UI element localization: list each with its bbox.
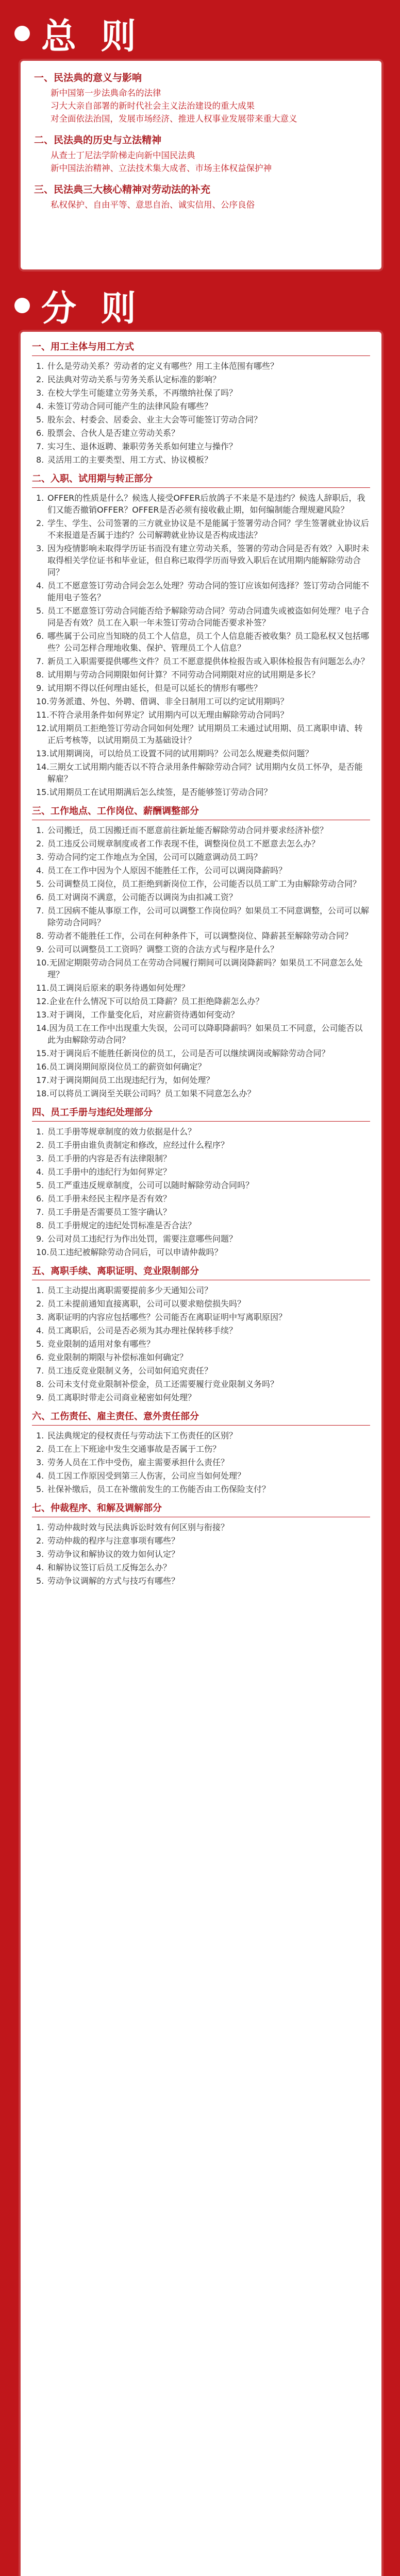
list-item: [32, 878, 370, 890]
list-item: [32, 360, 370, 372]
list-item-text: 新员工入职需要提供哪些文件？员工不愿意提供体检报告或入职体检报告有问题怎么办？: [47, 656, 370, 666]
list-item-text: 员工因病不能从事原工作，公司可以调整工作岗位吗？如果员工不同意调整，公司可以解除劳动合同吗？: [47, 906, 370, 927]
fenze-section: [32, 1265, 370, 1403]
list-item-number: 10.: [36, 1247, 49, 1257]
fenze-section: [32, 1411, 370, 1495]
zongze-line: 新中国第一步法典命名的法律: [51, 88, 161, 98]
list-item-text: 实习生、退休返聘、兼职劳务关系如何建立与操作？: [47, 442, 238, 451]
list-item-text: 劳务派遣、外包、外聘、借调、非全日制用工可以约定试用期吗？: [49, 697, 289, 706]
list-item-text: 员工手册未经民主程序是否有效？: [47, 1194, 172, 1204]
list-item-number: 1.: [36, 1127, 44, 1137]
list-item: [32, 1193, 370, 1205]
list-item-number: 6.: [36, 892, 44, 902]
list-item-number: 4.: [36, 1326, 44, 1335]
list-item: [32, 1246, 370, 1258]
list-item-text: 劳动者不能胜任工作，公司在何种条件下，可以调整岗位、降薪甚至解除劳动合同？: [47, 931, 353, 941]
list-item: [32, 824, 370, 836]
list-item-text: 学生、学生、公司签署的三方就业协议是不是能属于签署劳动合同？学生签署就业协议后不来报道是否属于违约？公司解聘就业协议是否构成违法？: [47, 518, 370, 540]
list-item: [32, 440, 370, 452]
list-item: [32, 930, 370, 942]
list-item-text: 劳务人员在工作中受伤，雇主需要承担什么责任？: [47, 1458, 229, 1467]
list-item-text: 对于调岗后不能胜任新岗位的员工，公司是否可以继续调岗或解除劳动合同？: [49, 1048, 330, 1058]
list-item: [32, 865, 370, 876]
list-item-text: 公司未支付竞业限制补偿金，员工还需要履行竞业限制义务吗？: [47, 1379, 279, 1389]
list-item: [32, 1166, 370, 1178]
list-item-number: 1.: [36, 1431, 44, 1440]
list-item-text: 试用期员工拒绝签订劳动合同如何处理？试用期员工未通过试用期、员工离职申请、转正后考核等，以试用期员工为基础设计？: [47, 723, 363, 745]
list-item: [32, 696, 370, 707]
list-item-number: 4.: [36, 401, 44, 411]
fenze-card: [21, 332, 381, 2576]
list-item-text: 员工手册由谁负责制定和修改，应经过什么程序？: [47, 1140, 229, 1150]
list-item-text: 员工在上下班途中发生交通事故是否属于工伤？: [47, 1444, 221, 1454]
list-item-text: 因为疫情影响未取得学历证书而没有建立劳动关系，签署的劳动合同是否有效？入职时未取得相关学位证书和毕业证，但自称已取得学历而导致入职后在试用期内能解除劳动合同？: [47, 544, 370, 577]
list-item-number: 3.: [36, 1458, 44, 1467]
list-item-number: 15.: [36, 1048, 49, 1058]
list-item-number: 17.: [36, 1075, 49, 1085]
list-item: [32, 669, 370, 681]
zongze-section-title: 三、民法典三大核心精神对劳动法的补充: [34, 184, 211, 195]
list-item: [32, 786, 370, 798]
list-item: [32, 1365, 370, 1377]
list-item: [32, 1074, 370, 1086]
list-item: [32, 580, 370, 603]
list-item-number: 4.: [36, 581, 44, 590]
list-item: [32, 655, 370, 667]
list-item-number: 18.: [36, 1089, 49, 1098]
list-item-number: 6.: [36, 1352, 44, 1362]
list-item: [32, 517, 370, 541]
fenze-section-title: 四、员工手册与违纪处理部分: [32, 1107, 370, 1122]
zongze-section-title: 二、民法典的历史与立法精神: [34, 134, 162, 146]
list-item-text: 劳动仲裁时效与民法典诉讼时效有何区别与衔接？: [47, 1522, 229, 1532]
list-item: [32, 543, 370, 578]
zongze-section: [34, 183, 368, 211]
list-item: [32, 1047, 370, 1059]
list-item-number: 8.: [36, 670, 44, 680]
fenze-section-title: 六、工伤责任、雇主责任、意外责任部分: [32, 1411, 370, 1426]
list-item: [32, 748, 370, 759]
list-item-text: 公司可以调整员工工资吗？调整工资的合法方式与程序是什么？: [47, 944, 279, 954]
list-item-number: 3.: [36, 1154, 44, 1163]
list-item: [32, 1153, 370, 1164]
list-item: [32, 1284, 370, 1296]
list-item-number: 10.: [36, 958, 49, 968]
zongze-section: [34, 133, 368, 175]
list-item: [32, 957, 370, 980]
list-item-text: 可以将员工调岗至关联公司吗？员工如果不同意怎么办？: [49, 1089, 256, 1098]
list-item-text: 员工离职后，公司是否必须为其办理社保转移手续？: [47, 1326, 238, 1335]
list-item-number: 2.: [36, 1536, 44, 1546]
list-item: [32, 454, 370, 466]
list-item-text: 劳动仲裁的程序与注意事项有哪些？: [47, 1536, 180, 1546]
list-item: [32, 1562, 370, 1573]
list-item: [32, 761, 370, 785]
list-item-text: 试用期员工在试用期满后怎么续签，是否能够签订劳动合同？: [49, 787, 272, 797]
list-item-text: 民法典规定的侵权责任与劳动法下工伤责任的区别？: [47, 1431, 238, 1440]
list-item-number: 3.: [36, 388, 44, 398]
heading-text: 总 则: [41, 16, 142, 57]
list-item: [32, 1456, 370, 1468]
list-item-text: 试用期与劳动合同期限如何计算？不同劳动合同期限对应的试用期是多长？: [47, 670, 320, 680]
list-item: [32, 995, 370, 1007]
list-item: [32, 1548, 370, 1560]
list-item: [32, 1378, 370, 1390]
list-item-text: 民法典对劳动关系与劳务关系认定标准的影响？: [47, 375, 221, 384]
list-item: [32, 1022, 370, 1046]
list-item-number: 5.: [36, 415, 44, 425]
list-item-number: 14.: [36, 1023, 49, 1033]
list-item-text: 竞业限制的适用对象有哪些？: [47, 1339, 155, 1349]
list-item-text: 员工调岗后原来的职务待遇如何处理？: [49, 983, 190, 993]
list-item-number: 5.: [36, 879, 44, 889]
fenze-section-title: 七、仲裁程序、和解及调解部分: [32, 1502, 370, 1517]
list-item: [32, 1483, 370, 1495]
list-item-text: 因为员工在工作中出现重大失误，公司可以降职降薪吗？如果员工不同意，公司能否以此为由解除劳动合同？: [47, 1023, 363, 1045]
list-item-text: 员工手册规定的违纪处罚标准是否合法？: [47, 1221, 196, 1230]
list-item: [32, 709, 370, 721]
list-item: [32, 1126, 370, 1138]
list-item: [32, 1311, 370, 1323]
list-item-number: 4.: [36, 1167, 44, 1177]
list-item: [32, 905, 370, 928]
list-item-number: 10.: [36, 697, 49, 706]
list-item-number: 7.: [36, 656, 44, 666]
bullet-dot-icon: [14, 298, 30, 313]
list-item: [32, 1219, 370, 1231]
list-item-text: 哪些属于公司应当知晓的员工个人信息，员工个人信息能否被收集？员工隐私权又包括哪些？公司怎样合理地收集、保护、管理员工个人信息？: [47, 631, 370, 653]
list-item: [32, 1298, 370, 1310]
list-item-number: 7.: [36, 1366, 44, 1376]
list-item-text: 员工手册等规章制度的效力依据是什么？: [47, 1127, 196, 1137]
list-item-text: 对于调岗，工作量变化后，对应薪资待遇如何变动？: [49, 1010, 239, 1020]
list-item-text: 离职证明的内容应包括哪些？公司能否在离职证明中写离职原因？: [47, 1312, 287, 1322]
fenze-section-title: 二、入职、试用期与转正部分: [32, 473, 370, 488]
zongze-line: 新中国法治精神、立法技术集大成者、市场主体权益保护神: [51, 163, 272, 173]
zongze-card: [21, 61, 381, 269]
list-item-text: 员工主动提出离职需要提前多少天通知公司？: [47, 1285, 213, 1295]
list-item: [32, 1179, 370, 1191]
list-item-text: 试用期调岗，可以给员工设置不同的试用期吗？公司怎么规避类似问题？: [49, 749, 313, 758]
list-item-text: OFFER的性质是什么？候选人接受OFFER后放鸽子不来是不是违约？候选人辞职后，我们又能否撤销OFFER？OFFER是否必须有接收截止期，如何编制能合理规避风险？: [47, 493, 365, 515]
list-item-number: 9.: [36, 1393, 44, 1402]
list-item: [32, 943, 370, 955]
list-item: [32, 1206, 370, 1218]
zongze-section: [34, 71, 368, 125]
list-item: [32, 1061, 370, 1073]
fenze-section: [32, 1107, 370, 1258]
list-item-number: 2.: [36, 1444, 44, 1454]
list-item: [32, 1088, 370, 1099]
fenze-section: [32, 805, 370, 1099]
list-item-number: 7.: [36, 442, 44, 451]
list-item-number: 1.: [36, 825, 44, 835]
list-item-text: 股票会、合伙人是否建立劳动关系？: [47, 428, 180, 438]
list-item: [32, 1535, 370, 1547]
list-item-number: 8.: [36, 1379, 44, 1389]
list-item-text: 员工手册是否需要员工签字确认？: [47, 1207, 172, 1217]
fenze-section-title: 三、工作地点、工作岗位、薪酬调整部分: [32, 805, 370, 820]
list-item-text: 在校大学生可能建立劳务关系，不再缴纳社保了吗？: [47, 388, 238, 398]
list-item: [32, 1233, 370, 1245]
heading-text: 分 则: [41, 288, 142, 329]
list-item-text: 员工因工作原因受到第三人伤害，公司应当如何处理？: [47, 1471, 246, 1481]
list-item: [32, 1009, 370, 1021]
fenze-section: [32, 341, 370, 466]
list-item-text: 员工严重违反规章制度，公司可以随时解除劳动合同吗？: [47, 1180, 254, 1190]
fenze-section-title: 一、用工主体与用工方式: [32, 341, 370, 356]
list-item-text: 三期女工试用期内能否以不符合录用条件解除劳动合同？试用期内女员工怀孕，是否能解雇？: [47, 762, 363, 784]
list-item-number: 5.: [36, 606, 44, 616]
list-item: [32, 374, 370, 385]
list-item-number: 8.: [36, 1221, 44, 1230]
list-item-text: 员工调岗期间原岗位员工的薪资如何确定？: [49, 1062, 206, 1072]
fenze-section: [32, 473, 370, 798]
list-item-number: 1.: [36, 493, 44, 503]
list-item: [32, 1430, 370, 1442]
list-item-number: 6.: [36, 631, 44, 641]
list-item-text: 对于调岗期间员工出现违纪行为，如何处理？: [49, 1075, 214, 1085]
list-item-number: 9.: [36, 1234, 44, 1244]
list-item-text: 员工手册的内容是否有法律限制？: [47, 1154, 172, 1163]
zongze-line: 习大大亲自部署的新时代社会主义法治建设的重大成果: [51, 101, 255, 111]
list-item-number: 3.: [36, 1549, 44, 1559]
list-item-number: 14.: [36, 762, 49, 772]
list-item-number: 4.: [36, 1563, 44, 1572]
list-item-text: 股东会、村委会、居委会、业主大会等可能签订劳动合同？: [47, 415, 262, 425]
list-item-number: 15.: [36, 787, 49, 797]
list-item: [32, 630, 370, 654]
zongze-line: 私权保护、自由平等、意思自治、诚实信用、公序良俗: [51, 200, 255, 210]
list-item: [32, 1351, 370, 1363]
list-item: [32, 605, 370, 629]
list-item: [32, 851, 370, 863]
fenze-section: [32, 1502, 370, 1587]
list-item-number: 3.: [36, 1312, 44, 1322]
list-item-number: 11.: [36, 710, 49, 720]
fenze-section-title: 五、离职手续、离职证明、竞业限制部分: [32, 1265, 370, 1280]
list-item: [32, 1325, 370, 1336]
list-item: [32, 427, 370, 439]
list-item-number: 1.: [36, 1285, 44, 1295]
list-item-text: 员工未提前通知直接离职，公司可以要求赔偿损失吗？: [47, 1299, 246, 1309]
list-item-text: 公司搬迁，员工因搬迁而不愿意前往新址能否解除劳动合同并要求经济补偿？: [47, 825, 328, 835]
list-item-number: 4.: [36, 866, 44, 875]
list-item-text: 员工离职时带走公司商业秘密如何处理？: [47, 1393, 196, 1402]
zongze-line: 从查士丁尼法学阶梯走向新中国民法典: [51, 150, 195, 160]
list-item: [32, 1338, 370, 1350]
list-item-text: 试用期不得以任何理由延长，但是可以延长的情形有哪些？: [47, 683, 262, 693]
list-item-number: 5.: [36, 1484, 44, 1494]
list-item-text: 员工不愿意签订劳动合同会怎么处理？劳动合同的签订应该如何选择？签订劳动合同能不能用电子签名？: [47, 581, 370, 602]
list-item-number: 16.: [36, 1062, 49, 1072]
list-item: [32, 1575, 370, 1587]
list-item-number: 5.: [36, 1576, 44, 1586]
list-item-text: 劳动合同约定工作地点为全国，公司可以随意调动员工吗？: [47, 852, 262, 862]
list-item: [32, 1139, 370, 1151]
list-item-text: 不符合录用条件如何界定？试用期内可以无理由解除劳动合同吗？: [49, 710, 289, 720]
list-item-text: 社保补缴后，员工在补缴前发生的工伤能否由工伤保险支付？: [47, 1484, 271, 1494]
section-heading-zongze: [14, 10, 142, 57]
list-item: [32, 891, 370, 903]
section-heading-fenze: [14, 282, 142, 329]
list-item-number: 5.: [36, 1180, 44, 1190]
list-item-number: 12.: [36, 723, 49, 733]
list-item-number: 6.: [36, 1194, 44, 1204]
list-item: [32, 722, 370, 746]
list-item-number: 1.: [36, 1522, 44, 1532]
list-item-text: 劳动争议调解的方式与技巧有哪些？: [47, 1576, 180, 1586]
list-item-text: 无固定期限劳动合同员工在劳动合同履行期间可以调岗降薪吗？如果员工不同意怎么处理？: [47, 958, 363, 979]
list-item-number: 7.: [36, 906, 44, 916]
list-item-text: 灵活用工的主要类型、用工方式、协议模板？: [47, 455, 213, 465]
list-item-number: 13.: [36, 749, 49, 758]
list-item-number: 6.: [36, 428, 44, 438]
list-item: [32, 1521, 370, 1533]
list-item-number: 5.: [36, 1339, 44, 1349]
zongze-line: 对全面依法治国，发展市场经济、推进人权事业发展带来重大意义: [51, 114, 297, 124]
list-item-number: 9.: [36, 944, 44, 954]
list-item: [32, 387, 370, 399]
list-item-text: 公司调整员工岗位，员工拒绝到新岗位工作，公司能否以员工旷工为由解除劳动合同？: [47, 879, 361, 889]
list-item-number: 2.: [36, 1299, 44, 1309]
zongze-section-title: 一、民法典的意义与影响: [34, 72, 142, 83]
list-item-number: 8.: [36, 455, 44, 465]
list-item-text: 员工违纪被解除劳动合同后，可以申请仲裁吗？: [49, 1247, 223, 1257]
list-item-number: 2.: [36, 375, 44, 384]
list-item-number: 3.: [36, 544, 44, 553]
list-item-number: 2.: [36, 518, 44, 528]
list-item: [32, 1443, 370, 1455]
list-item-number: 7.: [36, 1207, 44, 1217]
list-item: [32, 982, 370, 994]
bullet-dot-icon: [14, 26, 30, 41]
list-item: [32, 838, 370, 850]
list-item: [32, 1470, 370, 1482]
list-item-text: 员工对调岗不满意，公司能否以调岗为由扣减工资？: [47, 892, 238, 902]
list-item-text: 和解协议签订后员工反悔怎么办？: [47, 1563, 172, 1572]
list-item: [32, 682, 370, 694]
list-item-text: 公司对员工违纪行为作出处罚，需要注意哪些问题？: [47, 1234, 238, 1244]
list-item-text: 什么是劳动关系？劳动者的定义有哪些？用工主体范围有哪些？: [47, 361, 279, 371]
list-item-number: 8.: [36, 931, 44, 941]
list-item-number: 11.: [36, 983, 49, 993]
list-item-number: 2.: [36, 839, 44, 849]
list-item-number: 12.: [36, 996, 49, 1006]
list-item-number: 13.: [36, 1010, 49, 1020]
list-item-text: 员工在工作中因为个人原因不能胜任工作，公司可以调岗降薪吗？: [47, 866, 287, 875]
list-item-text: 企业在什么情况下可以给员工降薪？员工拒绝降薪怎么办？: [49, 996, 264, 1006]
list-item-number: 9.: [36, 683, 44, 693]
list-item: [32, 414, 370, 426]
list-item-text: 劳动争议和解协议的效力如何认定？: [47, 1549, 180, 1559]
list-item-number: 2.: [36, 1140, 44, 1150]
list-item-number: 1.: [36, 361, 44, 371]
list-item-text: 员工违反竞业限制义务，公司如何追究责任？: [47, 1366, 213, 1376]
list-item: [32, 492, 370, 516]
list-item-text: 员工不愿意签订劳动合同能否给予解除劳动合同？劳动合同遗失或被盗如何处理？电子合同是否有效？员工在入职一年未签订劳动合同能否要求补签？: [47, 606, 370, 628]
list-item-number: 3.: [36, 852, 44, 862]
list-item-text: 竞业限制的期限与补偿标准如何确定？: [47, 1352, 188, 1362]
list-item: [32, 400, 370, 412]
list-item-text: 员工手册中的违纪行为如何界定？: [47, 1167, 172, 1177]
list-item-number: 4.: [36, 1471, 44, 1481]
list-item-text: 员工违反公司规章制度或者工作表现不佳，调整岗位员工不愿意去怎么办？: [47, 839, 320, 849]
list-item-text: 未签订劳动合同可能产生的法律风险有哪些？: [47, 401, 213, 411]
list-item: [32, 1392, 370, 1403]
